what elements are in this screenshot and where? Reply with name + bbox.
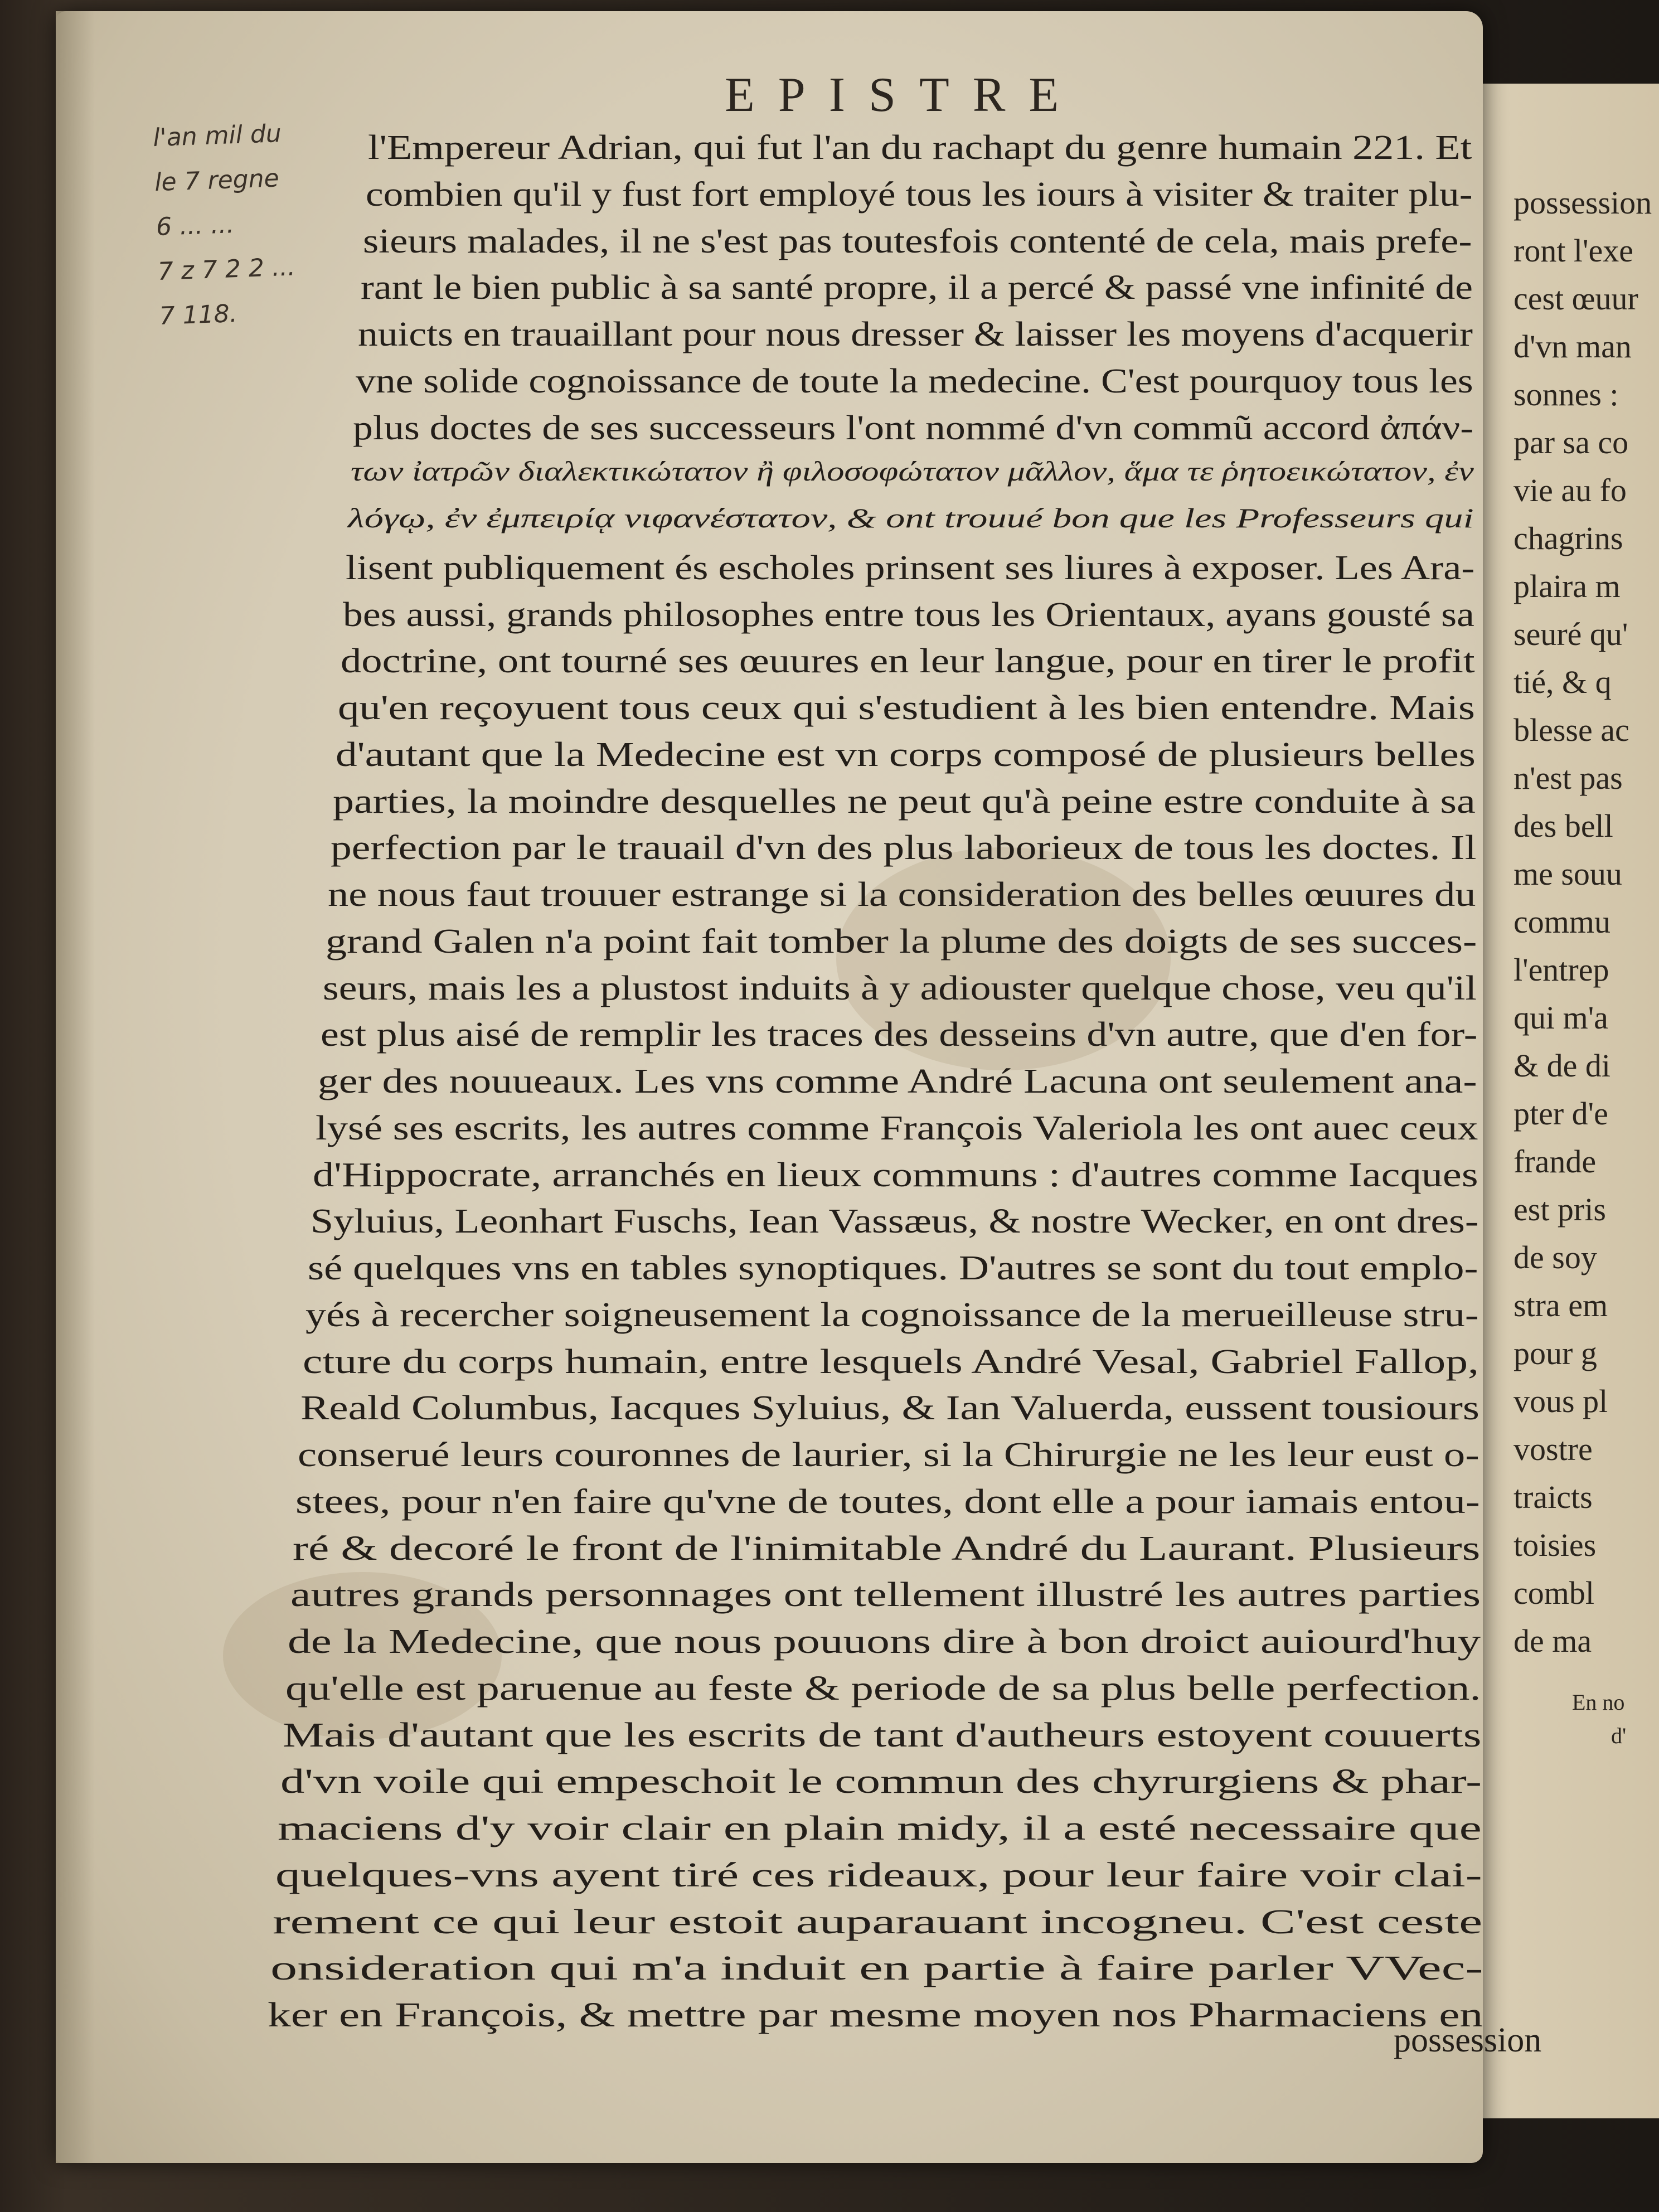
text-line: ker en François, & mettre par mesme moyen nos Pharmaciens en	[268, 1996, 1483, 2034]
text-line: est plus aisé de remplir les traces des desseins d'vn autre, que d'en for-	[320, 1016, 1477, 1054]
text-line: l'Empereur Adrian, qui fut l'an du rachapt du genre humain 221. Et	[368, 129, 1472, 167]
facing-page-line: seuré qu'	[1514, 616, 1628, 652]
marginalia-line: le 7 regne	[154, 164, 280, 197]
main-page	[56, 11, 1542, 2163]
facing-page-line: & de di	[1514, 1047, 1611, 1084]
facing-page-line: n'est pas	[1514, 760, 1623, 796]
text-line: onsideration qui m'a induit en partie à faire parler VVec-	[270, 1949, 1483, 1988]
text-line: perfection par le trauail d'vn des plus laborieux de tous les doctes. Il	[330, 829, 1476, 867]
text-line: qu'elle est paruenue au feste & periode de sa plus belle perfection.	[285, 1669, 1481, 1707]
text-line: sieurs malades, il ne s'est pas toutesfois contenté de cela, mais prefe-	[363, 222, 1472, 260]
text-line: autres grands personnages ont tellement illustré les autres parties	[290, 1576, 1481, 1614]
facing-page-line: traicts	[1514, 1479, 1593, 1515]
text-line: ré & decoré le front de l'inimitable André du Laurant. Plusieurs	[293, 1529, 1481, 1568]
text-line: rant le bien public à sa santé propre, il a percé & passé vne infinité de	[360, 269, 1473, 307]
facing-page-line: toisies	[1514, 1527, 1597, 1563]
text-line: λόγῳ, ἐν ἐμπειρίᾳ νιφανέστατον, & ont trouué bon que les Professeurs qui	[348, 502, 1474, 533]
facing-page-line: qui m'a	[1514, 1000, 1608, 1036]
text-line: de la Medecine, que nous pouuons dire à bon droict auiourd'huy	[288, 1623, 1481, 1661]
running-head: EPISTRE	[725, 68, 1083, 122]
marginalia-line: 6 ... ...	[156, 210, 235, 242]
text-line: qu'en reçoyuent tous ceux qui s'estudient à les bien entendre. Mais	[338, 689, 1475, 727]
facing-page-line: blesse ac	[1514, 712, 1629, 748]
text-line: vne solide cognoissance de toute la medecine. C'est pourquoy tous les	[355, 362, 1473, 400]
page-gutter-shadow	[56, 11, 95, 2163]
facing-page-line: est pris	[1514, 1191, 1606, 1228]
facing-page-line: vie au fo	[1514, 472, 1627, 508]
text-line: d'vn voile qui empeschoit le commun des chyrurgiens & phar-	[280, 1763, 1482, 1801]
marginalia-line: 7 118.	[158, 299, 238, 331]
text-line: lysé ses escrits, les autres comme François Valeriola les ont auec ceux	[315, 1109, 1478, 1147]
facing-page-line: d'vn man	[1514, 328, 1632, 365]
facing-page-line: pour g	[1514, 1335, 1597, 1371]
text-line: stees, pour n'en faire qu'vne de toutes, dont elle a pour iamais entou-	[295, 1482, 1480, 1521]
facing-page-line: plaira m	[1514, 568, 1621, 604]
facing-page-line: par sa co	[1514, 424, 1629, 460]
facing-page-line: pter d'e	[1514, 1095, 1608, 1132]
marginalia-line: 7 z 7 2 2 ...	[157, 253, 296, 286]
text-line: d'autant que la Medecine est vn corps composé de plusieurs belles	[335, 735, 1476, 774]
text-line: d'Hippocrate, arranchés en lieux communs : d'autres comme Iacques	[313, 1156, 1478, 1194]
facing-page-line: stra em	[1514, 1287, 1608, 1323]
text-line: conserué leurs couronnes de laurier, si la Chirurgie ne les leur eust o-	[298, 1436, 1479, 1474]
text-line: plus doctes de ses successeurs l'ont nommé d'vn commũ accord ἀπάν-	[353, 409, 1474, 447]
marginalia-line: l'an mil du	[152, 119, 282, 153]
facing-page-line: chagrins	[1514, 520, 1623, 556]
text-line: cture du corps humain, entre lesquels André Vesal, Gabriel Fallop,	[303, 1342, 1479, 1381]
facing-page-line: combl	[1514, 1575, 1594, 1611]
text-line: sé quelques vns en tables synoptiques. D'autres se sont du tout emplo-	[308, 1249, 1478, 1287]
text-line: Mais d'autant que les escrits de tant d'autheurs estoyent couuerts	[283, 1716, 1482, 1754]
facing-page-line: ront l'exe	[1514, 232, 1633, 269]
facing-page-line: commu	[1514, 904, 1611, 940]
facing-page-line: tié, & q	[1514, 664, 1612, 700]
facing-page-line: sonnes :	[1514, 376, 1619, 413]
text-line: quelques-vns ayent tiré ces rideaux, pour leur faire voir clai-	[275, 1856, 1482, 1894]
text-line: combien qu'il y fust fort employé tous les iours à visiter & traiter plu-	[365, 175, 1473, 214]
text-line: Reald Columbus, Iacques Syluius, & Ian Valuerda, eussent tousiours	[300, 1389, 1479, 1428]
facing-page-line: frande	[1514, 1143, 1597, 1180]
facing-page-line: vostre	[1514, 1431, 1593, 1467]
text-line: Syluius, Leonhart Fuschs, Iean Vassæus, & nostre Wecker, en ont dres-	[310, 1202, 1478, 1241]
text-line: yés à recercher soigneusement la cognoissance de la merueilleuse stru-	[305, 1296, 1479, 1334]
facing-page-line: de soy	[1514, 1239, 1597, 1275]
text-line: ger des nouueaux. Les vns comme André Lacuna ont seulement ana-	[318, 1063, 1477, 1100]
text-line: nuicts en trauaillant pour nous dresser & laisser les moyens d'acquerir	[358, 316, 1473, 353]
facing-page-line: me souu	[1514, 856, 1622, 892]
catchword: possession	[1394, 2021, 1542, 2059]
text-line: ne nous faut trouuer estrange si la consideration des belles œuures du	[328, 876, 1476, 914]
text-line: bes aussi, grands philosophes entre tous les Orientaux, ayans gousté sa	[343, 595, 1474, 634]
facing-page-line: l'entrep	[1514, 952, 1609, 988]
text-line: rement ce qui leur estoit auparauant incogneu. C'est ceste	[273, 1903, 1483, 1941]
facing-page-footer-line: d'	[1611, 1723, 1627, 1748]
text-line: doctrine, ont tourné ses œuures en leur langue, pour en tirer le profit	[340, 642, 1475, 681]
text-line: maciens d'y voir clair en plain midy, il a esté necessaire que	[278, 1810, 1482, 1847]
text-line: grand Galen n'a point fait tomber la plume des doigts de ses succes-	[325, 922, 1477, 961]
text-line: seurs, mais les a plustost induits à y adiouster quelque chose, veu qu'il	[323, 969, 1477, 1007]
text-line: lisent publiquement és escholes prinsent ses liures à exposer. Les Ara-	[345, 549, 1474, 587]
text-line: των ἰατρῶν διαλεκτικώτατον ἢ φιλοσοφώτατον μᾶλλον, ἅμα τε ῥητοεικώτατον, ἐν	[350, 455, 1474, 487]
facing-page-line: des bell	[1514, 808, 1613, 844]
facing-page-line: vous pl	[1514, 1383, 1608, 1419]
facing-page-line: cest œuur	[1514, 280, 1638, 317]
facing-page-footer-line: En no	[1572, 1690, 1625, 1715]
facing-page-line: possession	[1514, 185, 1652, 221]
text-line: parties, la moindre desquelles ne peut qu'à peine estre conduite à sa	[333, 782, 1476, 821]
facing-page-line: de ma	[1514, 1623, 1592, 1659]
